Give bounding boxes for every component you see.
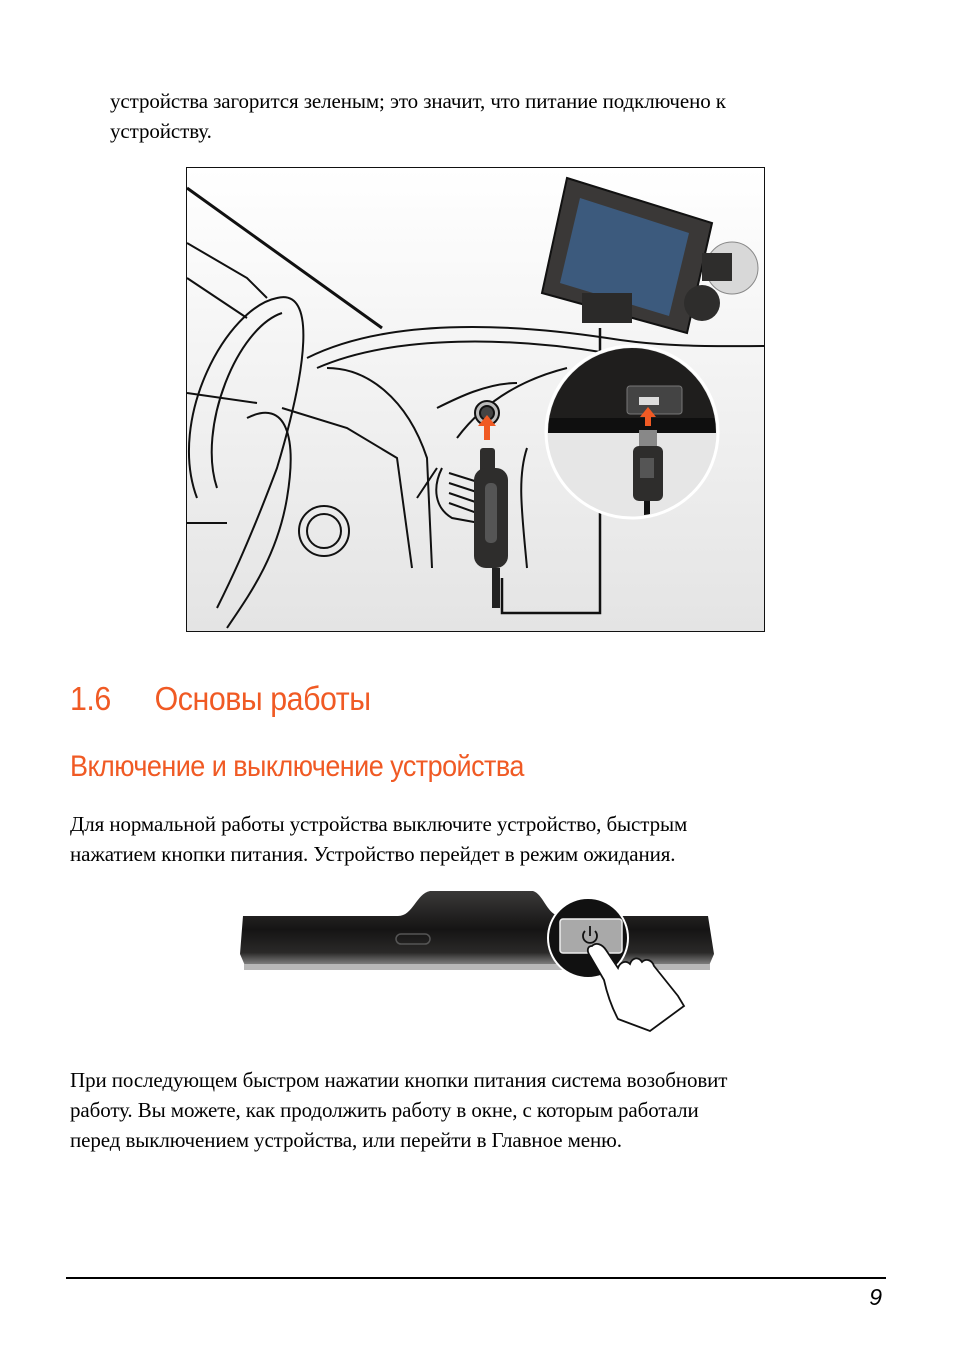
text-line: устройству.: [110, 119, 212, 143]
device-top-edge-illustration: [238, 884, 718, 1034]
text-line: При последующем быстром нажатии кнопки питания система возобновит: [70, 1068, 728, 1092]
power-button-figure: [238, 884, 718, 1034]
text-line: нажатием кнопки питания. Устройство перейдет в режим ожидания.: [70, 842, 676, 866]
text-line: работу. Вы можете, как продолжить работу в окне, с которым работали: [70, 1098, 699, 1122]
section-heading: [70, 680, 371, 718]
text-line: Для нормальной работы устройства выключите устройство, быстрым: [70, 812, 688, 836]
section-number: 1.6: [70, 680, 111, 717]
car-charger-figure: [186, 167, 765, 632]
text-line: перед выключением устройства, или перейти в Главное меню.: [70, 1128, 622, 1152]
power-off-paragraph: [70, 809, 687, 869]
subsection-heading: Включение и выключение устройства: [70, 750, 524, 783]
section-title: Основы работы: [154, 680, 371, 717]
power-on-paragraph: [70, 1065, 727, 1155]
page-number: 9: [869, 1284, 882, 1310]
car-dashboard-illustration: [187, 168, 765, 632]
text-line: устройства загорится зеленым; это значит, что питание подключено к: [110, 89, 726, 113]
intro-paragraph: [110, 86, 726, 146]
footer-divider: [66, 1277, 886, 1279]
